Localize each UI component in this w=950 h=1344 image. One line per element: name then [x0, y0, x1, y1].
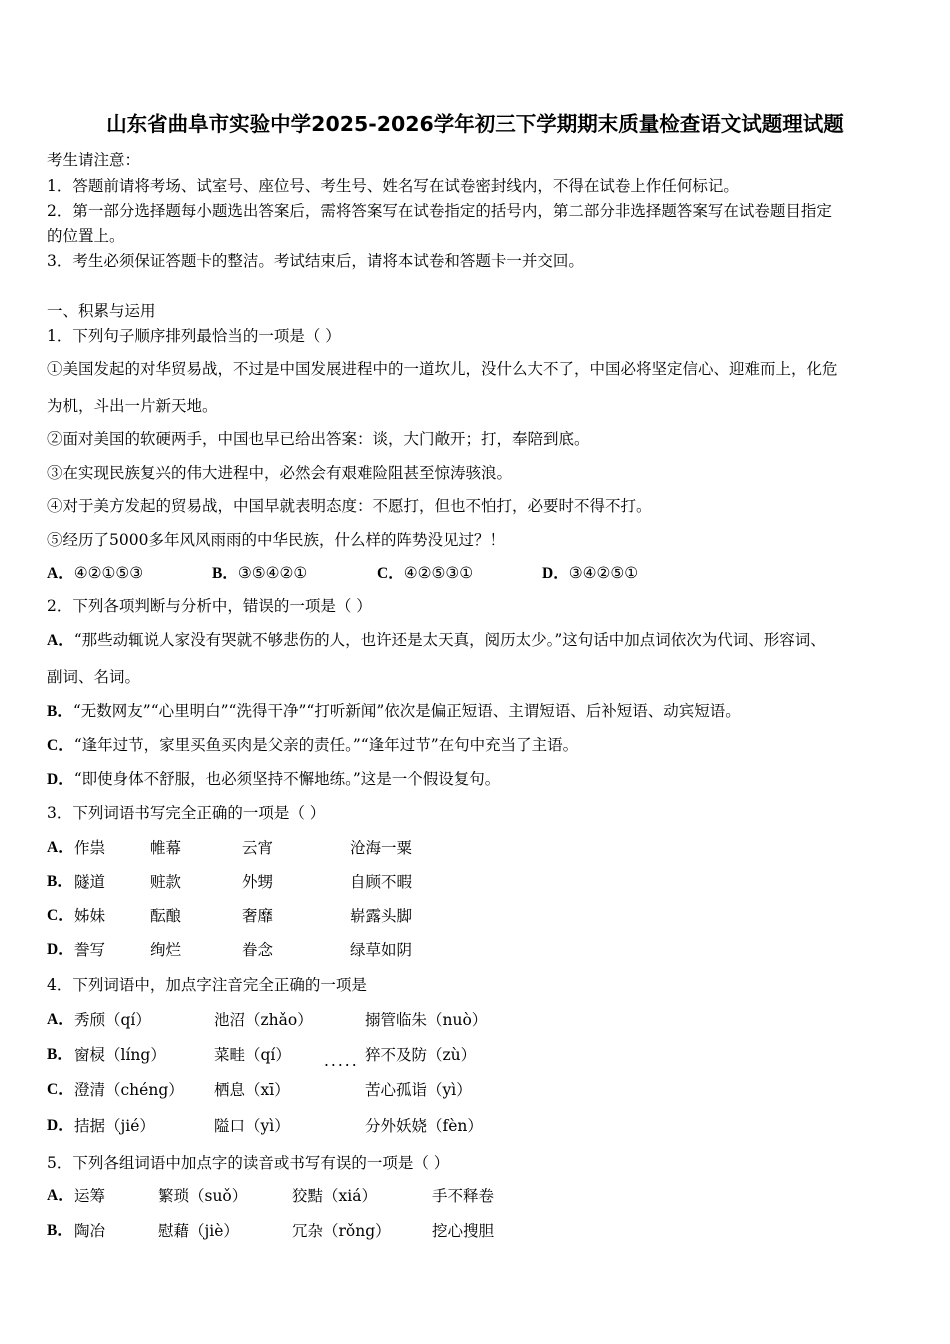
option-text: “那些动辄说人家没有哭就不够悲伤的人，也许还是太天真，阅历太少。”这句话中加点词依次为代词、形容词、 [73, 631, 826, 649]
option-word: 狡黠（xiá） [292, 1187, 377, 1205]
question-2-option-a-cont: 副词、名词。 [47, 668, 141, 686]
option-label: D． [542, 565, 569, 582]
question-1-sentence: ④对于美方发起的贸易战，中国早就表明态度：不愿打，但也不怕打，必要时不得不打。 [47, 497, 652, 515]
notice-line: 3．考生必须保证答题卡的整洁。考试结束后，请将本试卷和答题卡一并交回。 [47, 252, 584, 270]
notice-line: 2．第一部分选择题每小题选出答案后，需将答案写在试卷指定的括号内，第二部分非选择题答案写在试卷题目指定 [47, 202, 832, 220]
option-word: 陶冶 [74, 1222, 106, 1240]
option-text: “即使身体不舒服，也必须坚持不懈地练。”这是一个假设复句。 [73, 770, 501, 788]
option-label: A． [47, 632, 74, 649]
option-word: 挖心搜胆 [432, 1222, 495, 1240]
option-label: C． [377, 565, 404, 582]
option-text: ④②⑤③① [403, 564, 474, 582]
option-word: 栖息（xī） [214, 1081, 290, 1099]
question-1-option-c [377, 563, 473, 584]
option-word: 拮据（jié） [74, 1117, 155, 1135]
question-5-stem: 5．下列各组词语中加点字的读音或书写有误的一项是（ ） [47, 1154, 450, 1172]
option-word: 沧海一粟 [350, 839, 413, 857]
question-1-sentence: 为机，斗出一片新天地。 [47, 397, 218, 415]
option-word: 云宵 [242, 839, 274, 857]
option-label: B． [47, 1046, 73, 1063]
option-text: ④②①⑤③ [73, 564, 144, 582]
option-label: C． [47, 1081, 74, 1098]
document-title: 山东省曲阜市实验中学2025-2026学年初三下学期期末质量检查语文试题理试题 [106, 112, 844, 136]
option-word: 绚烂 [150, 941, 182, 959]
section-heading: 一、积累与运用 [47, 302, 156, 320]
option-label: D． [47, 1117, 74, 1134]
option-word: 誊写 [74, 941, 106, 959]
option-label: B． [47, 703, 73, 720]
option-label: A． [47, 839, 74, 856]
option-text: “逢年过节，家里买鱼买肉是父亲的责任。”“逢年过节”在句中充当了主语。 [73, 736, 579, 754]
question-1-option-a [47, 563, 143, 584]
option-text: “无数网友”“心里明白”“洗得干净”“打听新闻”依次是偏正短语、主谓短语、后补短语、动宾短语。 [72, 702, 741, 720]
option-word: 姊妹 [74, 907, 106, 925]
option-word: 帷幕 [150, 839, 182, 857]
option-word: 冗杂（rǒng） [292, 1222, 391, 1240]
question-4-stem: 4．下列词语中，加点字注音完全正确的一项是 [47, 976, 367, 994]
option-word: 澄清（chéng） [74, 1081, 184, 1099]
option-word: 分外妖娆（fèn） [365, 1117, 483, 1135]
option-word: 作祟 [74, 839, 106, 857]
notice-line: 1．答题前请将考场、试室号、座位号、考生号、姓名写在试卷密封线内，不得在试卷上作任何标记。 [47, 177, 739, 195]
option-label: A． [47, 565, 74, 582]
option-text: ③④②⑤① [568, 564, 639, 582]
option-word: 池沼（zhǎo） [214, 1011, 313, 1029]
option-word: 酝酿 [150, 907, 182, 925]
option-word: 搦管临朱（nuò） [365, 1011, 488, 1029]
question-1-stem: 1．下列句子顺序排列最恰当的一项是（ ） [47, 327, 341, 345]
notice-heading: 考生请注意： [47, 151, 141, 169]
question-1-sentence: ③在实现民族复兴的伟大进程中，必然会有艰难险阻甚至惊涛骇浪。 [47, 464, 513, 482]
question-1-sentence: ⑤经历了5000多年风风雨雨的中华民族，什么样的阵势没见过？！ [47, 531, 505, 549]
question-2-stem: 2．下列各项判断与分析中，错误的一项是（ ） [47, 597, 372, 615]
option-label: C． [47, 907, 74, 924]
option-word: 猝不及防（zù） [365, 1046, 477, 1064]
option-word: 自顾不暇 [350, 873, 413, 891]
option-word: 运筹 [74, 1187, 106, 1205]
option-word: 外甥 [242, 873, 274, 891]
emphasis-dots: ..... [324, 1052, 359, 1070]
option-label: A． [47, 1187, 74, 1204]
question-3-stem: 3．下列词语书写完全正确的一项是（ ） [47, 804, 326, 822]
option-word: 繁琐（suǒ） [158, 1187, 248, 1205]
option-label: D． [47, 941, 74, 958]
option-label: C． [47, 737, 74, 754]
option-label: B． [47, 1222, 73, 1239]
option-word: 奢靡 [242, 907, 274, 925]
question-2-option-b [47, 701, 741, 722]
question-1-option-b [212, 563, 307, 584]
option-word: 慰藉（jiè） [158, 1222, 239, 1240]
notice-line: 的位置上。 [47, 227, 125, 245]
option-word: 隧道 [74, 873, 106, 891]
option-word: 手不释卷 [432, 1187, 495, 1205]
option-word: 绿草如阴 [350, 941, 413, 959]
question-2-option-a [47, 630, 826, 651]
question-1-sentence: ②面对美国的软硬两手，中国也早已给出答案：谈，大门敞开；打，奉陪到底。 [47, 430, 590, 448]
question-2-option-d [47, 769, 500, 790]
question-1-option-d [542, 563, 638, 584]
option-text: ③⑤④②① [237, 564, 308, 582]
option-label: A． [47, 1011, 74, 1028]
option-label: B． [212, 565, 238, 582]
option-word: 菜畦（qí） [214, 1046, 291, 1064]
option-word: 窗棂（líng） [74, 1046, 166, 1064]
question-1-sentence: ①美国发起的对华贸易战，不过是中国发展进程中的一道坎儿，没什么大不了，中国必将坚定信心、迎难而上，化危 [47, 360, 838, 378]
option-word: 赃款 [150, 873, 182, 891]
option-word: 眷念 [242, 941, 274, 959]
option-label: D． [47, 771, 74, 788]
option-word: 隘口（yì） [214, 1117, 290, 1135]
option-word: 苦心孤诣（yì） [365, 1081, 472, 1099]
option-label: B． [47, 873, 73, 890]
question-2-option-c [47, 735, 578, 756]
option-word: 秀颀（qí） [74, 1011, 151, 1029]
option-word: 崭露头脚 [350, 907, 413, 925]
